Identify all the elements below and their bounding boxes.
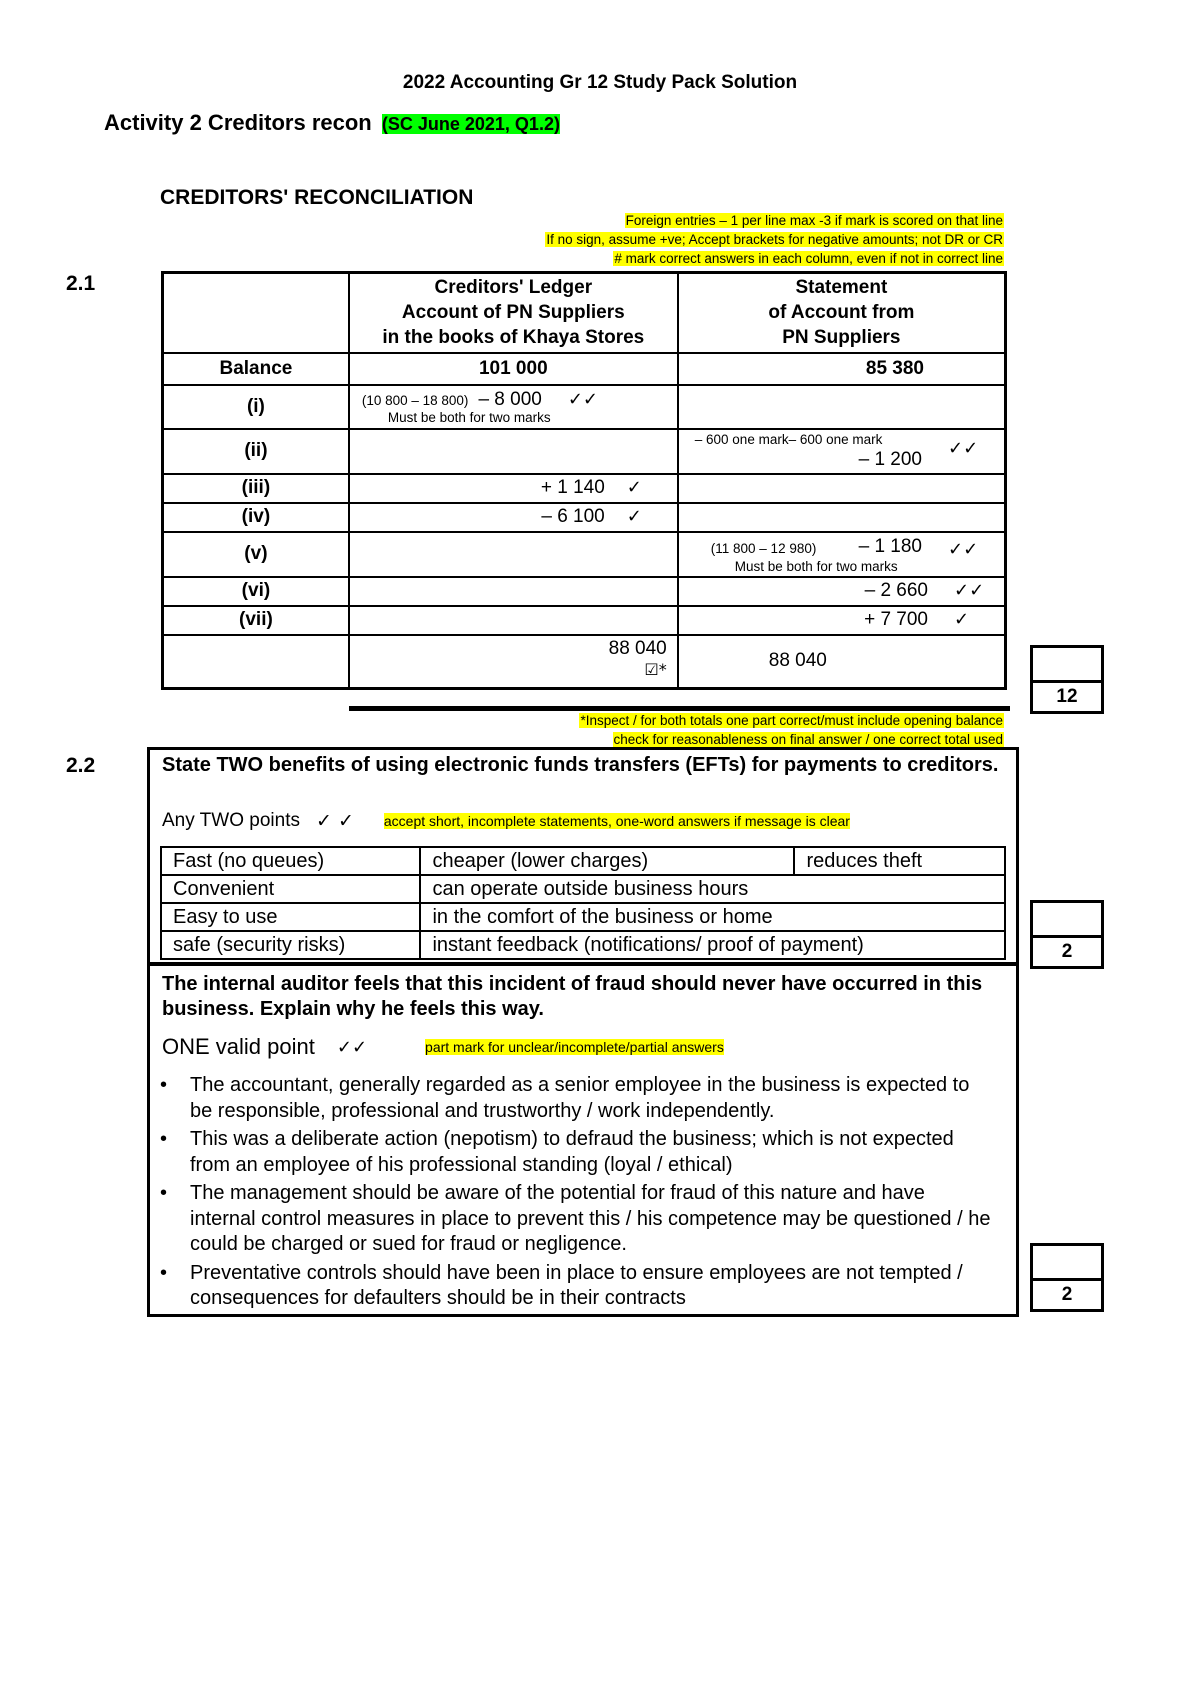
header-line: of Account from [768,302,915,324]
instruction-line [162,1034,724,1060]
tick-icon: ✓✓ [948,438,979,459]
answer-point: • The management should be aware of the potential for fraud of this nature and have internal control measures in place to prevent this / his competence may be questioned / he could be charged or sued for fraud or negligence. [152,1181,992,1258]
benefit-cell: instant feedback (notifications/ proof of payment) [420,931,1005,959]
header-ledger [349,273,678,353]
ledger-amount: – 6 100 [541,506,605,527]
working-subnote: Must be both for two marks [387,409,551,425]
ledger-cell [349,429,678,474]
table-header-row [163,273,1006,353]
total-label-cell [163,635,349,689]
reconciliation-table [161,271,1007,690]
marking-note: Foreign entries – 1 per line max -3 if mark is scored on that line [625,213,1003,228]
tick-icon: ✓✓ [336,1036,368,1058]
tick-icon: ✓ [626,505,642,527]
answer-point: • Preventative controls should have been in place to ensure employees are not tempted / consequences for defaulters should be in their contracts [152,1261,992,1312]
header-line: PN Suppliers [782,327,901,349]
tick-icon: ✓ [626,476,642,498]
benefit-cell: Fast (no queues) [161,847,420,875]
answer-point: • The accountant, generally regarded as a senior employee in the business is expected to be responsible, professional and trustworthy / work independently. [152,1073,992,1124]
total-ledger: 88 040 [608,637,667,659]
marking-note: part mark for unclear/incomplete/partial answers [425,1039,724,1055]
activity-title-text: Activity 2 Creditors recon [104,110,372,135]
ledger-cell [349,503,678,532]
ledger-amount: + 1 140 [540,477,605,498]
table-row-total [163,635,1006,689]
tick-icon: ✓ [954,608,970,630]
ledger-cell [349,577,678,606]
working-note: (11 800 – 12 980) [710,541,817,556]
marks-total: 2 [1061,941,1073,962]
row-label: (ii) [163,429,349,474]
ledger-cell [349,532,678,577]
benefit-cell: safe (security risks) [161,931,420,959]
table-row [163,606,1006,635]
table-row [161,931,1005,959]
benefits-table [160,846,1006,960]
ledger-amount: – 8 000 [478,388,542,410]
marks-total: 12 [1056,686,1078,707]
marking-note: # mark correct answers in each column, even if not in correct line [614,251,1003,266]
row-label: (i) [163,385,349,429]
instruction-line [162,810,850,832]
marks-earned-blank [1033,1246,1101,1281]
activity-title [104,110,560,136]
statement-amount: – 1 200 [858,449,922,470]
tick-icon: ✓ ✓ [315,810,354,832]
table-row [161,875,1005,903]
row-label: (v) [163,532,349,577]
balance-statement: 85 380 [678,353,1006,385]
statement-cell [678,429,1006,474]
marking-note: If no sign, assume +ve; Accept brackets for negative amounts; not DR or CR [546,232,1003,247]
statement-cell [678,532,1006,577]
question-number-2-1: 2.1 [66,272,96,295]
marks-box [1030,1243,1104,1312]
header-line: Creditors' Ledger [434,277,593,299]
answer-points [152,1073,992,1315]
table-row [161,903,1005,931]
statement-cell [678,503,1006,532]
question-text: The internal auditor feels that this incident of fraud should never have occurred in this business. Explain why he feels this way. [162,973,983,1020]
question-text: State TWO benefits of using electronic funds transfers (EFTs) for payments to creditors. [162,754,999,776]
table-row [163,503,1006,532]
benefit-cell: reduces theft [794,847,1005,875]
checkbox-mark-icon: ☑* [644,659,667,679]
working-note: – 600 one mark– 600 one mark [694,432,883,447]
statement-cell [678,474,1006,503]
ledger-cell [349,385,678,429]
marking-note: accept short, incomplete statements, one-word answers if message is clear [383,813,850,829]
ledger-cell [349,474,678,503]
instruction-text: Any TWO points [162,810,300,831]
marking-note: *Inspect / for both totals one part correct/must include opening balance [580,713,1003,728]
header-statement [678,273,1006,353]
total-ledger-cell [349,635,678,689]
benefit-cell: can operate outside business hours [420,875,1005,903]
question-2-3-box [147,963,1019,1317]
table-row [163,429,1006,474]
table-row [163,385,1006,429]
document-header: 2022 Accounting Gr 12 Study Pack Solution [402,72,798,93]
statement-cell [678,385,1006,429]
row-label: (iv) [163,503,349,532]
row-label: (vii) [163,606,349,635]
marks-earned-blank [1033,648,1101,683]
statement-amount: – 2 660 [864,580,928,601]
marks-box [1030,645,1104,714]
header-line: Statement [795,277,888,299]
table-row [161,847,1005,875]
row-label: (vi) [163,577,349,606]
total-statement: 88 040 [678,635,1006,689]
marks-box [1030,900,1104,969]
total-notes [579,711,1004,749]
table-row [163,577,1006,606]
working-subnote: Must be both for two marks [734,559,898,574]
statement-cell [678,577,1006,606]
row-label: Balance [163,353,349,385]
working-note: (10 800 – 18 800) [361,392,469,408]
reconciliation-heading: CREDITORS' RECONCILIATION [160,186,474,209]
header-line: in the books of Khaya Stores [382,327,645,349]
statement-amount: + 7 700 [864,609,928,630]
benefit-cell: in the comfort of the business or home [420,903,1005,931]
table-row [163,532,1006,577]
tick-icon: ✓✓ [954,579,985,601]
marking-note: check for reasonableness on final answer / one correct total used [613,732,1003,747]
activity-source: (SC June 2021, Q1.2) [381,114,560,134]
header-line: Account of PN Suppliers [401,302,625,324]
benefit-cell: cheaper (lower charges) [420,847,794,875]
ledger-cell [349,606,678,635]
statement-amount: – 1 180 [858,536,922,557]
row-label: (iii) [163,474,349,503]
tick-icon: ✓✓ [567,388,599,410]
answer-point: • This was a deliberate action (nepotism) to defraud the business; which is not expected from an employee of his professional standing (loyal / ethical) [152,1127,992,1178]
benefit-cell: Convenient [161,875,420,903]
tick-icon: ✓✓ [948,539,979,560]
marks-earned-blank [1033,903,1101,938]
marking-notes [545,211,1004,268]
benefit-cell: Easy to use [161,903,420,931]
instruction-text: ONE valid point [162,1034,315,1059]
statement-cell [678,606,1006,635]
header-blank-cell [163,273,349,353]
table-row-balance [163,353,1006,385]
table-row [163,474,1006,503]
balance-ledger: 101 000 [349,353,678,385]
question-number-2-2: 2.2 [66,754,96,777]
marks-total: 2 [1061,1284,1073,1305]
